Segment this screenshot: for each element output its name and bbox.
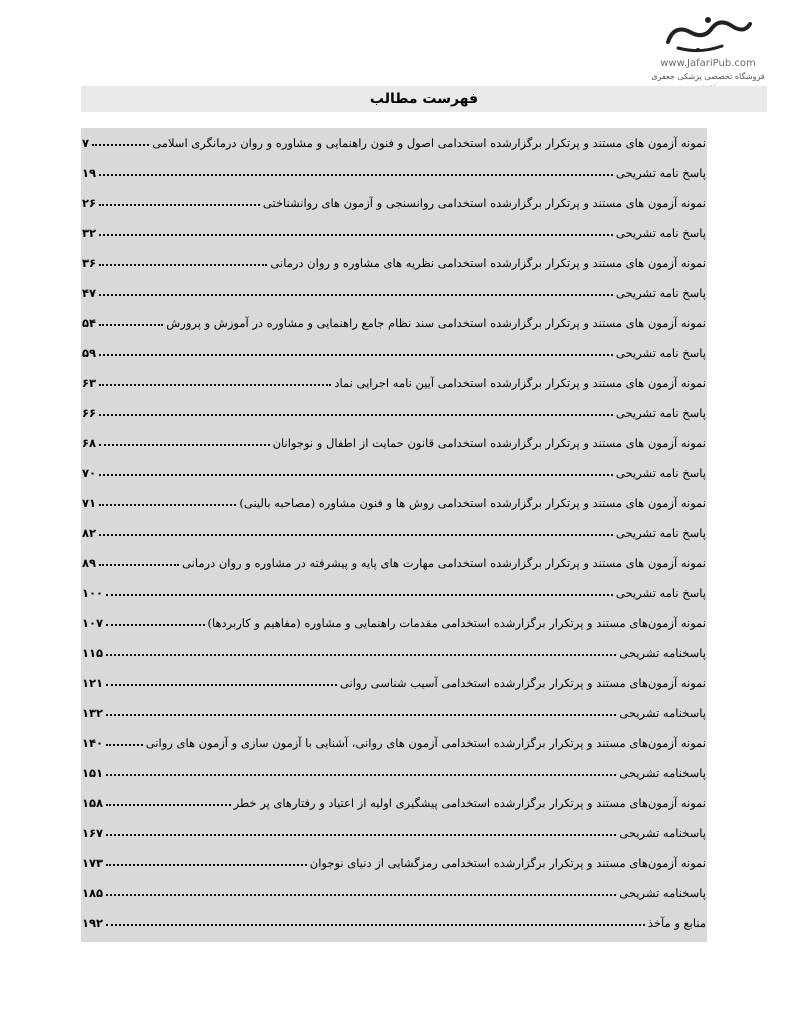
toc-entry (81, 188, 707, 210)
dot-leader (99, 203, 260, 206)
dot-leader (106, 623, 204, 626)
toc-entry (81, 368, 707, 390)
toc-entry-title: نمونه آزمون‌های مستند و پرتکرار برگزارشده استخدامی آسیب شناسی روانی (339, 676, 706, 690)
toc-entry-page: ۲۶ (82, 196, 97, 210)
toc-entry-title: نمونه آزمون‌های مستند و پرتکرار برگزارشده استخدامی رمزگشایی از دنیای نوجوان (309, 856, 706, 870)
toc-entry-title: پاسخنامه تشریحی (619, 826, 706, 840)
toc-entry-title: نمونه آزمون های مستند و پرتکرار برگزارشده استخدامی مهارت های پایه و پیشرفته در مشاوره و روان درمانی (182, 556, 706, 570)
dot-leader (99, 353, 613, 356)
toc-entry-page: ۷ (82, 136, 90, 150)
dot-leader (106, 923, 645, 926)
dot-leader (106, 833, 616, 836)
dot-leader (106, 743, 143, 746)
toc-entry (81, 428, 707, 450)
toc-entry (81, 728, 707, 750)
toc-entry-title: نمونه آزمون های مستند و پرتکرار برگزارشده استخدامی سند نظام جامع راهنمایی و مشاوره در آموزش و پرورش (166, 316, 706, 330)
toc-entry (81, 878, 707, 900)
dot-leader (99, 473, 613, 476)
toc-entry-page: ۱۶۷ (82, 826, 104, 840)
toc-entry-title: نمونه آزمون‌های مستند و پرتکرار برگزارشده استخدامی پیشگیری اولیه از اعتیاد و رفتارهای پر خطر (233, 796, 706, 810)
dot-leader (99, 263, 267, 266)
dot-leader (99, 413, 613, 416)
dot-leader (106, 713, 616, 716)
toc-entry (81, 398, 707, 420)
toc-entry-page: ۱۸۵ (82, 886, 104, 900)
dot-leader (99, 293, 613, 296)
toc-entry-page: ۴۷ (82, 286, 97, 300)
dot-leader (99, 443, 270, 446)
toc-entry-page: ۷۱ (82, 496, 97, 510)
toc-entry-title: پاسخ نامه تشریحی (615, 226, 706, 240)
toc-entry-page: ۱۵۸ (82, 796, 104, 810)
toc-entry (81, 278, 707, 300)
toc-entry-title: منابع و مآخذ (647, 916, 706, 930)
toc-entry-title: پاسخ نامه تشریحی (615, 586, 706, 600)
toc-entry-page: ۱۹ (82, 166, 97, 180)
toc-entry (81, 578, 707, 600)
dot-leader (99, 533, 613, 536)
toc-entry (81, 788, 707, 810)
dot-leader (99, 503, 236, 506)
toc-entry (81, 608, 707, 630)
dot-leader (99, 383, 331, 386)
toc-entry-page: ۵۹ (82, 346, 97, 360)
toc-entry (81, 458, 707, 480)
toc-entry (81, 128, 707, 150)
toc-entry-page: ۳۲ (82, 226, 97, 240)
toc-entry-page: ۱۰۷ (82, 616, 104, 630)
dot-leader (106, 803, 231, 806)
toc-entry (81, 158, 707, 180)
toc-entry-page: ۱۷۳ (82, 856, 104, 870)
toc-entry-title: پاسخ نامه تشریحی (615, 406, 706, 420)
toc-entry (81, 818, 707, 840)
toc-entry-page: ۱۲۱ (82, 676, 104, 690)
toc-entry (81, 488, 707, 510)
toc-entry-title: نمونه آزمون های مستند و پرتکرار برگزارشده استخدامی اصول و فنون راهنمایی و مشاوره و روان درمانگری اسلامی (152, 136, 706, 150)
toc-entry-title: نمونه آزمون‌های مستند و پرتکرار برگزارشده استخدامی مقدمات راهنمایی و مشاوره (مفاهیم و کاربردها) (207, 616, 706, 630)
toc-entry-title: پاسخنامه تشریحی (619, 646, 706, 660)
website-url: www.JafariPub.com (660, 58, 756, 69)
toc-entry-title: نمونه آزمون های مستند و پرتکرار برگزارشده استخدامی نظریه های مشاوره و روان درمانی (270, 256, 706, 270)
toc-entry-title: نمونه آزمون های مستند و پرتکرار برگزارشده استخدامی قانون حمایت از اطفال و نوجوانان (272, 436, 706, 450)
toc-entry-title: پاسخنامه تشریحی (619, 886, 706, 900)
jafari-logo-icon (660, 14, 756, 56)
toc-entry (81, 308, 707, 330)
toc-entry-page: ۱۹۲ (82, 916, 104, 930)
page-title: فهرست مطالب (369, 91, 479, 107)
toc-heading-bar (81, 86, 767, 112)
table-of-contents (81, 128, 707, 942)
toc-entry-page: ۶۸ (82, 436, 97, 450)
toc-entry-title: پاسخ نامه تشریحی (615, 166, 706, 180)
toc-entry-title: پاسخ نامه تشریحی (615, 466, 706, 480)
dot-leader (99, 563, 179, 566)
toc-entry (81, 668, 707, 690)
toc-entry-page: ۳۶ (82, 256, 97, 270)
toc-entry (81, 908, 707, 930)
publisher-logo (648, 14, 768, 94)
toc-entry-title: نمونه آزمون های مستند و پرتکرار برگزارشده استخدامی روانسنجی و آزمون های روانشناختی (262, 196, 706, 210)
toc-entry-page: ۱۰۰ (82, 586, 104, 600)
toc-entry (81, 848, 707, 870)
dot-leader (106, 773, 616, 776)
toc-entry-title: پاسخ نامه تشریحی (615, 346, 706, 360)
toc-entry-title: نمونه آزمون‌های مستند و پرتکرار برگزارشده استخدامی آزمون های روانی، آشنایی با آزمون سازی و آزمون های روانی (145, 736, 706, 750)
toc-entry (81, 248, 707, 270)
toc-entry (81, 758, 707, 780)
toc-entry (81, 638, 707, 660)
dot-leader (99, 233, 613, 236)
toc-entry-title: پاسخنامه تشریحی (619, 766, 706, 780)
dot-leader (106, 653, 616, 656)
toc-entry-page: ۷۰ (82, 466, 97, 480)
dot-leader (106, 893, 616, 896)
toc-entry (81, 218, 707, 240)
toc-entry (81, 548, 707, 570)
toc-entry-page: ۵۴ (82, 316, 97, 330)
dot-leader (99, 173, 613, 176)
dot-leader (99, 323, 163, 326)
toc-entry-page: ۱۵۱ (82, 766, 104, 780)
toc-entry-title: نمونه آزمون های مستند و پرتکرار برگزارشده استخدامی روش ها و فنون مشاوره (مصاحبه بالینی) (239, 496, 706, 510)
toc-entry-page: ۶۳ (82, 376, 97, 390)
toc-entry-page: ۱۴۰ (82, 736, 104, 750)
toc-entry (81, 338, 707, 360)
toc-entry-title: پاسخنامه تشریحی (619, 706, 706, 720)
toc-entry-title: پاسخ نامه تشریحی (615, 526, 706, 540)
toc-entry-title: نمونه آزمون های مستند و پرتکرار برگزارشده استخدامی آیین نامه اجرایی نماد (334, 376, 706, 390)
toc-entry (81, 518, 707, 540)
toc-entry-page: ۱۱۵ (82, 646, 104, 660)
shop-name: فروشگاه تخصصی پزشکی جعفری (651, 72, 765, 81)
toc-entry (81, 698, 707, 720)
toc-entry-page: ۸۹ (82, 556, 97, 570)
dot-leader (106, 683, 337, 686)
toc-entry-page: ۱۳۲ (82, 706, 104, 720)
dot-leader (106, 593, 613, 596)
dot-leader (92, 143, 149, 146)
dot-leader (106, 863, 307, 866)
toc-entry-title: پاسخ نامه تشریحی (615, 286, 706, 300)
toc-entry-page: ۶۶ (82, 406, 97, 420)
toc-entry-page: ۸۲ (82, 526, 97, 540)
